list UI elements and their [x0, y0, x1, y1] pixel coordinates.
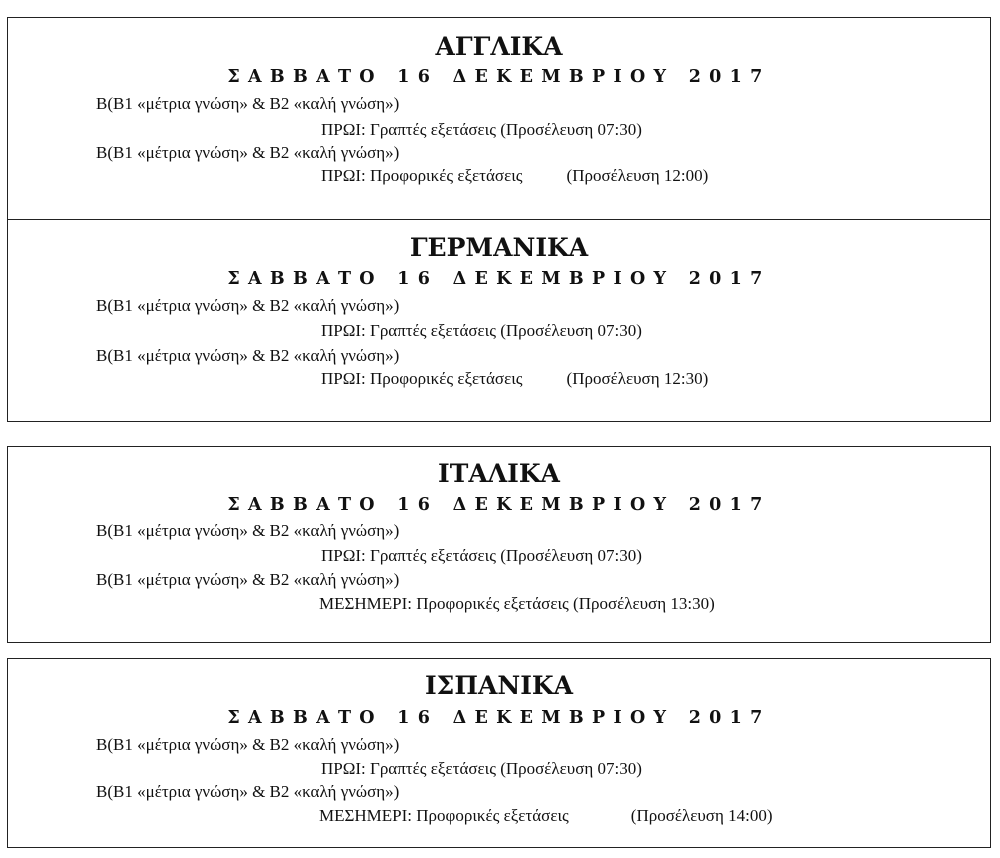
- oral-session: [321, 165, 708, 187]
- language-title: ΓΕΡΜΑΝΙΚΑ: [409, 233, 589, 262]
- written-session: ΠΡΩΙ: Γραπτές εξετάσεις (Προσέλευση 07:30): [321, 120, 642, 139]
- exam-date: ΣΑΒΒΑΤΟ 16 ΔΕΚΕΜΒΡΙΟΥ 2017: [227, 269, 771, 289]
- section-divider: [8, 219, 990, 220]
- oral-session: [319, 805, 773, 827]
- oral-level: Β(Β1 «μέτρια γνώση» & Β2 «καλή γνώση»): [96, 346, 400, 365]
- exam-date: ΣΑΒΒΑΤΟ 16 ΔΕΚΕΜΒΡΙΟΥ 2017: [227, 708, 771, 728]
- oral-arrival: (Προσέλευση 12:00): [566, 166, 709, 185]
- oral-arrival: (Προσέλευση 12:30): [566, 369, 709, 388]
- oral-session-label: ΠΡΩΙ: Προφορικές εξετάσεις: [321, 369, 523, 388]
- oral-level: Β(Β1 «μέτρια γνώση» & Β2 «καλή γνώση»): [96, 143, 400, 162]
- written-level: Β(Β1 «μέτρια γνώση» & Β2 «καλή γνώση»): [96, 521, 400, 540]
- language-title: ΙΣΠΑΝΙΚΑ: [424, 671, 574, 700]
- language-title: ΑΓΓΛΙΚΑ: [435, 32, 563, 61]
- oral-level: Β(Β1 «μέτρια γνώση» & Β2 «καλή γνώση»): [96, 782, 400, 801]
- written-level: Β(Β1 «μέτρια γνώση» & Β2 «καλή γνώση»): [96, 735, 400, 754]
- oral-session-label: ΠΡΩΙ: Προφορικές εξετάσεις: [321, 166, 523, 185]
- oral-session-label: ΜΕΣΗΜΕΡΙ: Προφορικές εξετάσεις: [319, 806, 569, 825]
- exam-date: ΣΑΒΒΑΤΟ 16 ΔΕΚΕΜΒΡΙΟΥ 2017: [227, 495, 771, 515]
- oral-level: Β(Β1 «μέτρια γνώση» & Β2 «καλή γνώση»): [96, 570, 400, 589]
- language-title: ΙΤΑΛΙΚΑ: [438, 459, 560, 488]
- oral-session: [321, 368, 708, 390]
- oral-session: ΜΕΣΗΜΕΡΙ: Προφορικές εξετάσεις (Προσέλευση 13:30): [319, 594, 715, 613]
- exam-box-spanish: [7, 658, 991, 848]
- written-level: Β(Β1 «μέτρια γνώση» & Β2 «καλή γνώση»): [96, 296, 400, 315]
- written-session: ΠΡΩΙ: Γραπτές εξετάσεις (Προσέλευση 07:30): [321, 759, 642, 778]
- exam-box-english-german: [7, 17, 991, 422]
- written-session: ΠΡΩΙ: Γραπτές εξετάσεις (Προσέλευση 07:30): [321, 321, 642, 340]
- exam-date: ΣΑΒΒΑΤΟ 16 ΔΕΚΕΜΒΡΙΟΥ 2017: [227, 67, 771, 87]
- written-session: ΠΡΩΙ: Γραπτές εξετάσεις (Προσέλευση 07:30): [321, 546, 642, 565]
- written-level: Β(Β1 «μέτρια γνώση» & Β2 «καλή γνώση»): [96, 94, 400, 113]
- oral-arrival: (Προσέλευση 14:00): [630, 806, 773, 825]
- exam-box-italian: [7, 446, 991, 643]
